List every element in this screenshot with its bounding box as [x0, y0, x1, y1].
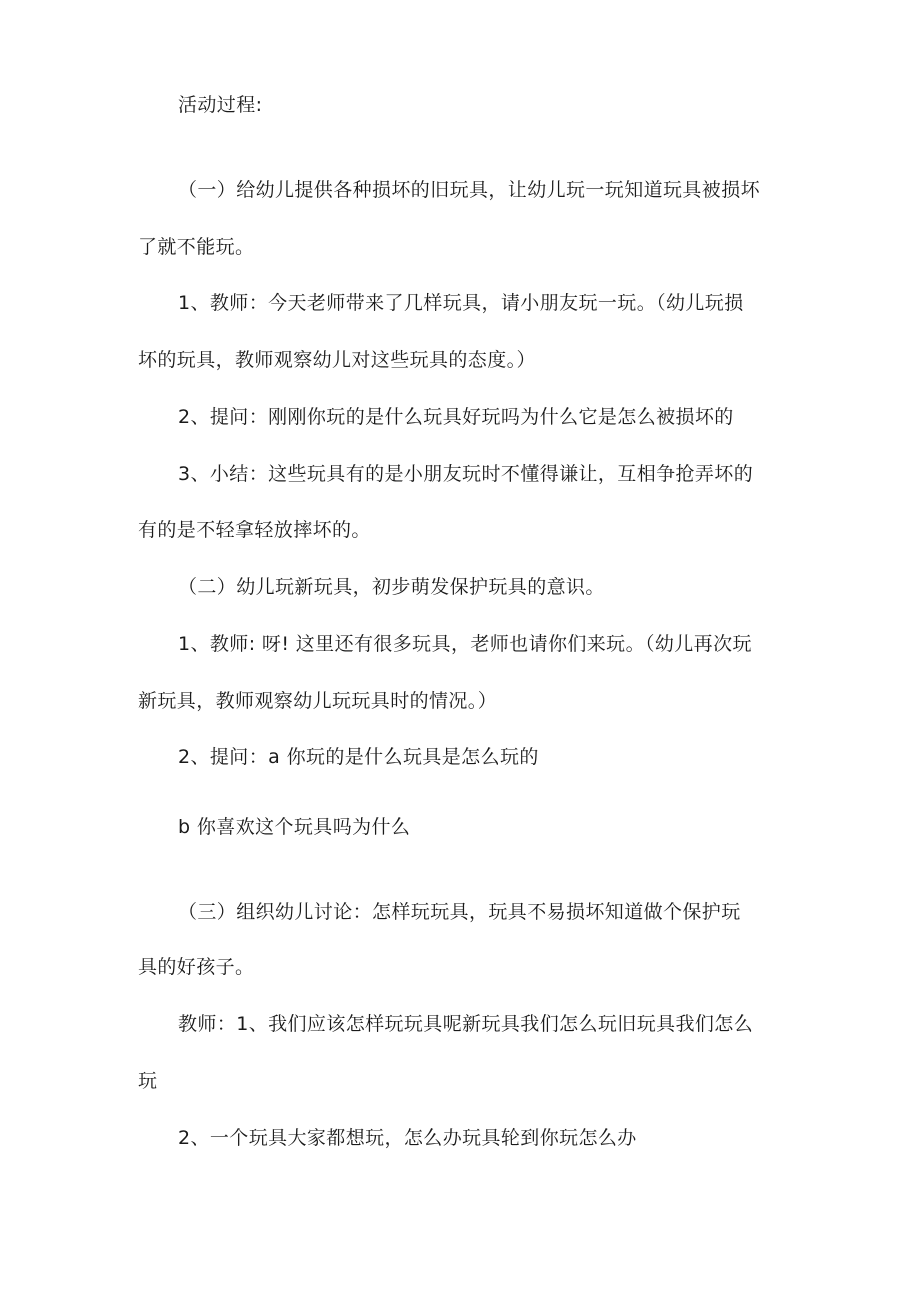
paragraph-line: 1、教师：今天老师带来了几样玩具，请小朋友玩一玩。（幼儿玩损: [178, 292, 744, 314]
paragraph-line: 有的是不轻拿轻放摔坏的。: [138, 519, 371, 541]
paragraph-line: 2、提问：a 你玩的是什么玩具是怎么玩的: [178, 746, 539, 768]
paragraph-line: 2、一个玩具大家都想玩，怎么办玩具轮到你玩怎么办: [178, 1127, 637, 1149]
paragraph-line: 了就不能玩。: [138, 236, 255, 258]
paragraph-line: （二）幼儿玩新玩具，初步萌发保护玩具的意识。: [178, 576, 605, 598]
paragraph-line: （一）给幼儿提供各种损坏的旧玩具，让幼儿玩一玩知道玩具被损坏: [178, 179, 761, 201]
paragraph-line: b 你喜欢这个玩具吗为什么: [178, 816, 411, 838]
paragraph-line: 坏的玩具，教师观察幼儿对这些玩具的态度。）: [138, 349, 536, 371]
paragraph-line: 3、小结：这些玩具有的是小朋友玩时不懂得谦让，互相争抢弄坏的: [178, 463, 754, 485]
paragraph-line: 玩: [138, 1070, 158, 1092]
paragraph-line: （三）组织幼儿讨论：怎样玩玩具，玩具不易损坏知道做个保护玩: [178, 901, 741, 923]
paragraph-line: 2、提问：刚刚你玩的是什么玩具好玩吗为什么它是怎么被损坏的: [178, 406, 734, 428]
paragraph-line: 1、教师: 呀! 这里还有很多玩具，老师也请你们来玩。（幼儿再次玩: [178, 633, 752, 655]
paragraph-line: 具的好孩子。: [138, 956, 255, 978]
section-heading: 活动过程:: [178, 94, 263, 116]
paragraph-line: 教师：1、我们应该怎样玩玩具呢新玩具我们怎么玩旧玩具我们怎么: [178, 1013, 754, 1035]
paragraph-line: 新玩具，教师观察幼儿玩玩具时的情况。）: [138, 690, 498, 712]
